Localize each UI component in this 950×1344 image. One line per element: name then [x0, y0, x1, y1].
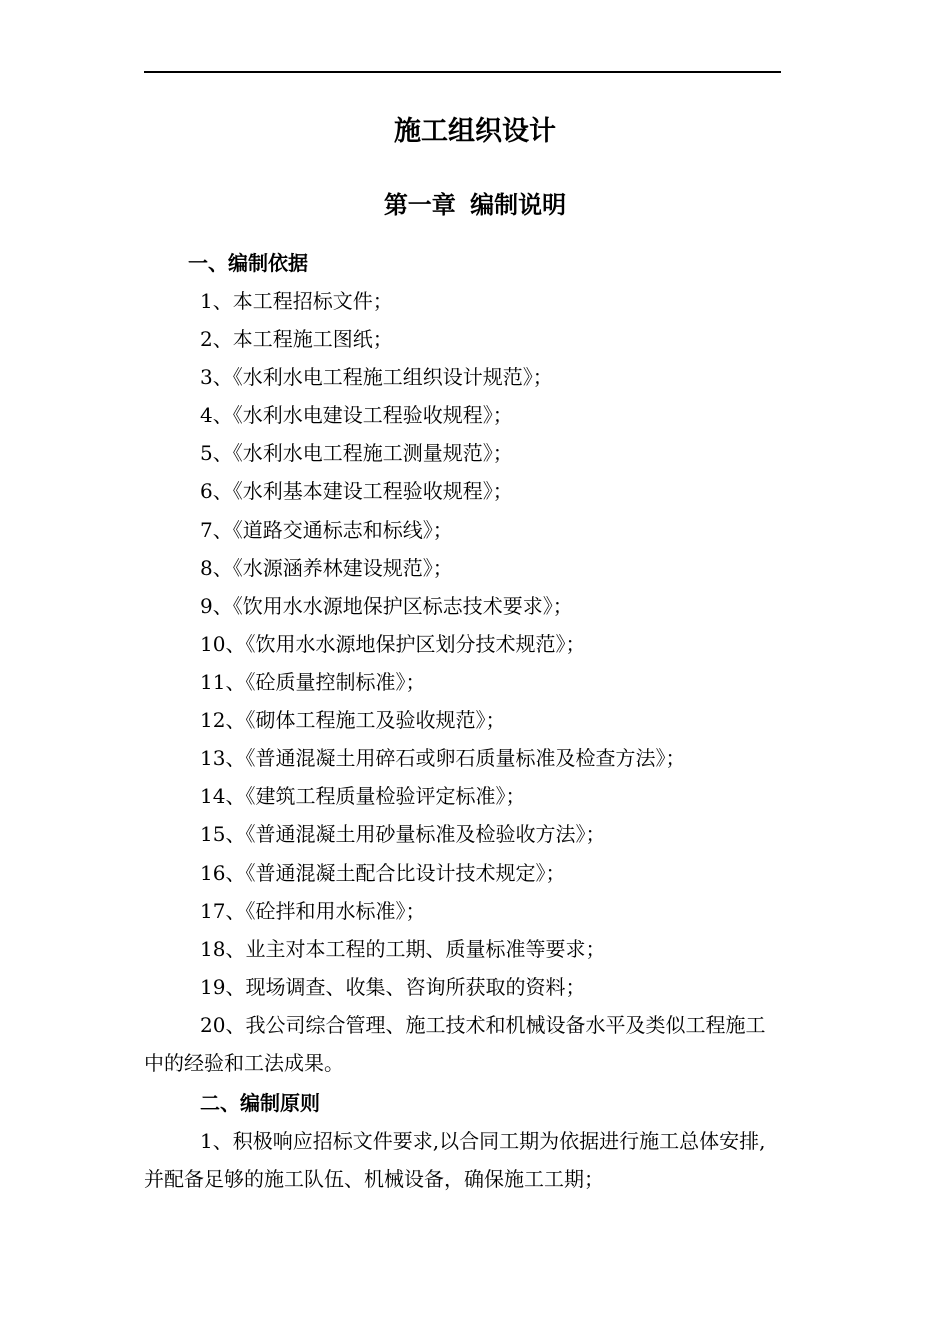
basis-item-12: 12、《砌体工程施工及验收规范》； [200, 708, 506, 732]
basis-item-15: 15、《普通混凝土用砂量标准及检验收方法》； [200, 822, 606, 846]
document-title: 施工组织设计 [394, 116, 556, 147]
basis-item-5: 5、《水利水电工程施工测量规范》； [200, 441, 513, 465]
header-rule [144, 71, 781, 73]
basis-item-4: 4、《水利水电建设工程验收规程》； [200, 403, 513, 427]
section-heading-principles: 二、编制原则 [200, 1091, 320, 1115]
basis-item-8: 8、《水源涵养林建设规范》； [200, 556, 453, 580]
basis-item-13: 13、《普通混凝土用碎石或卵石质量标准及检查方法》； [200, 746, 686, 770]
basis-item-1: 1、本工程招标文件； [200, 289, 393, 313]
basis-item-11: 11、《砼质量控制标准》； [200, 670, 426, 694]
basis-item-10: 10、《饮用水水源地保护区划分技术规范》； [200, 632, 586, 656]
basis-item-17: 17、《砼拌和用水标准》； [200, 899, 426, 923]
basis-item-9: 9、《饮用水水源地保护区标志技术要求》； [200, 594, 573, 618]
principle-item-1: 1、积极响应招标文件要求,以合同工期为依据进行施工总体安排,并配备足够的施工队伍、机械设备，确保施工工期； [144, 1129, 766, 1191]
basis-item-2: 2、本工程施工图纸； [200, 327, 393, 351]
basis-item-20: 20、我公司综合管理、施工技术和机械设备水平及类似工程施工中的经验和工法成果。 [144, 1013, 766, 1075]
basis-item-3: 3、《水利水电工程施工组织设计规范》； [200, 365, 553, 389]
basis-item-19: 19、现场调查、收集、咨询所获取的资料； [200, 975, 586, 999]
basis-item-7: 7、《道路交通标志和标线》； [200, 518, 453, 542]
basis-item-18: 18、业主对本工程的工期、质量标准等要求； [200, 937, 606, 961]
section-heading-basis: 一、编制依据 [188, 251, 308, 275]
basis-item-16: 16、《普通混凝土配合比设计技术规定》； [200, 861, 566, 885]
basis-item-6: 6、《水利基本建设工程验收规程》； [200, 479, 513, 503]
chapter-title: 第一章 编制说明 [383, 190, 567, 219]
basis-item-14: 14、《建筑工程质量检验评定标准》； [200, 784, 526, 808]
